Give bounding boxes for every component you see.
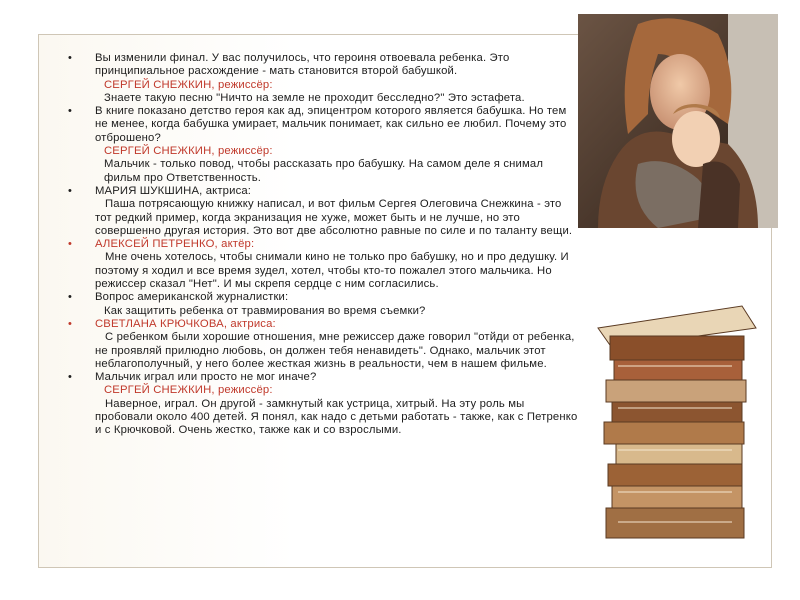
answer-text <box>68 331 580 371</box>
speaker-label: СЕРГЕЙ СНЕЖКИН, режиссёр: <box>104 78 273 91</box>
bullet: • <box>68 52 73 64</box>
speaker-label: СВЕТЛАНА КРЮЧКОВА, актриса: <box>95 317 276 330</box>
list-item <box>68 371 580 384</box>
question-text: Мальчик играл или просто не мог иначе? <box>95 371 317 384</box>
speaker-label: МАРИЯ ШУКШИНА, актриса: <box>95 184 252 197</box>
question-text: В книге показано детство героя как ад, эпицентром которого является бабушка. Но тем не менее, когда бабушка умирает, мальчик понимает, как сильно ее любил. Почему это отброшено? <box>95 105 567 144</box>
list-item <box>68 291 580 304</box>
answer-text <box>68 198 580 238</box>
answer-text-body: Мне очень хотелось, чтобы снимали кино не только про бабушку, но и про дедушку. И поэтому я ходил и все время зудел, хотел, чтобы кто-то пожалел этого мальчика. Но режиссер сказал "Нет". И мы скрепя сердце с ним согласились. <box>95 251 569 291</box>
answer-text-body: Паша потрясающую книжку написал, и вот фильм Сергея Олеговича Снежкина - это тот редкий пример, когда экранизация не хуже, может быть и не лучше, но это совершенно другая история. Это вот две абсолютно равные по силе и по таланту вещи. <box>95 198 573 237</box>
speaker-label: СЕРГЕЙ СНЕЖКИН, режиссёр: <box>104 145 273 158</box>
list-item <box>68 238 580 251</box>
question-text: Вы изменили финал. У вас получилось, что героиня отвоевала ребенка. Это принципиальное расхождение - мать становится второй бабушкой. <box>95 52 510 78</box>
bullet: • <box>68 105 73 118</box>
speaker-label: СЕРГЕЙ СНЕЖКИН, режиссёр: <box>104 384 273 397</box>
speaker-label: АЛЕКСЕЙ ПЕТРЕНКО, актёр: <box>95 238 255 251</box>
answer-text: Мальчик - только повод, чтобы рассказать про бабушку. На самом деле я снимал фильм про Ответственность. <box>104 158 544 184</box>
book-stack-illustration <box>592 296 762 542</box>
answer-text <box>68 251 580 291</box>
bullet: • <box>68 184 73 197</box>
list-item <box>68 105 580 145</box>
question-text: Вопрос американской журналистки: <box>95 291 289 304</box>
list-item <box>68 185 580 198</box>
list-item <box>68 52 580 79</box>
bullet: • <box>68 291 73 304</box>
answer-text <box>68 398 580 438</box>
answer-text-body: Наверное, играл. Он другой - замкнутый как устрица, хитрый. На эту роль мы пробовали около 400 детей. Я понял, как надо с детьми работать - также, как с Петренко и с Крючковой. Очень жестко, также как и со взрослыми. <box>95 397 578 437</box>
bullet: • <box>68 317 73 330</box>
answer-text: Знаете такую песню "Ничто на земле не проходит бесследно?" Это эстафета. <box>104 91 525 104</box>
bullet: • <box>68 371 73 384</box>
bullet: • <box>68 238 73 251</box>
answer-text: Как защитить ребенка от травмирования во время съемки? <box>104 304 426 317</box>
mother-child-photo <box>578 14 778 228</box>
list-item <box>68 318 580 331</box>
answer-text-body: С ребенком были хорошие отношения, мне режиссер даже говорил "отйди от ребенка, не проявляй прилюдно любовь, он должен тебя ненавидеть". Однако, мальчик этот неблагополучный, у него более жесткая жизнь в реальности, чем в нашем фильме. <box>95 331 575 370</box>
quote-text-area <box>68 52 580 438</box>
